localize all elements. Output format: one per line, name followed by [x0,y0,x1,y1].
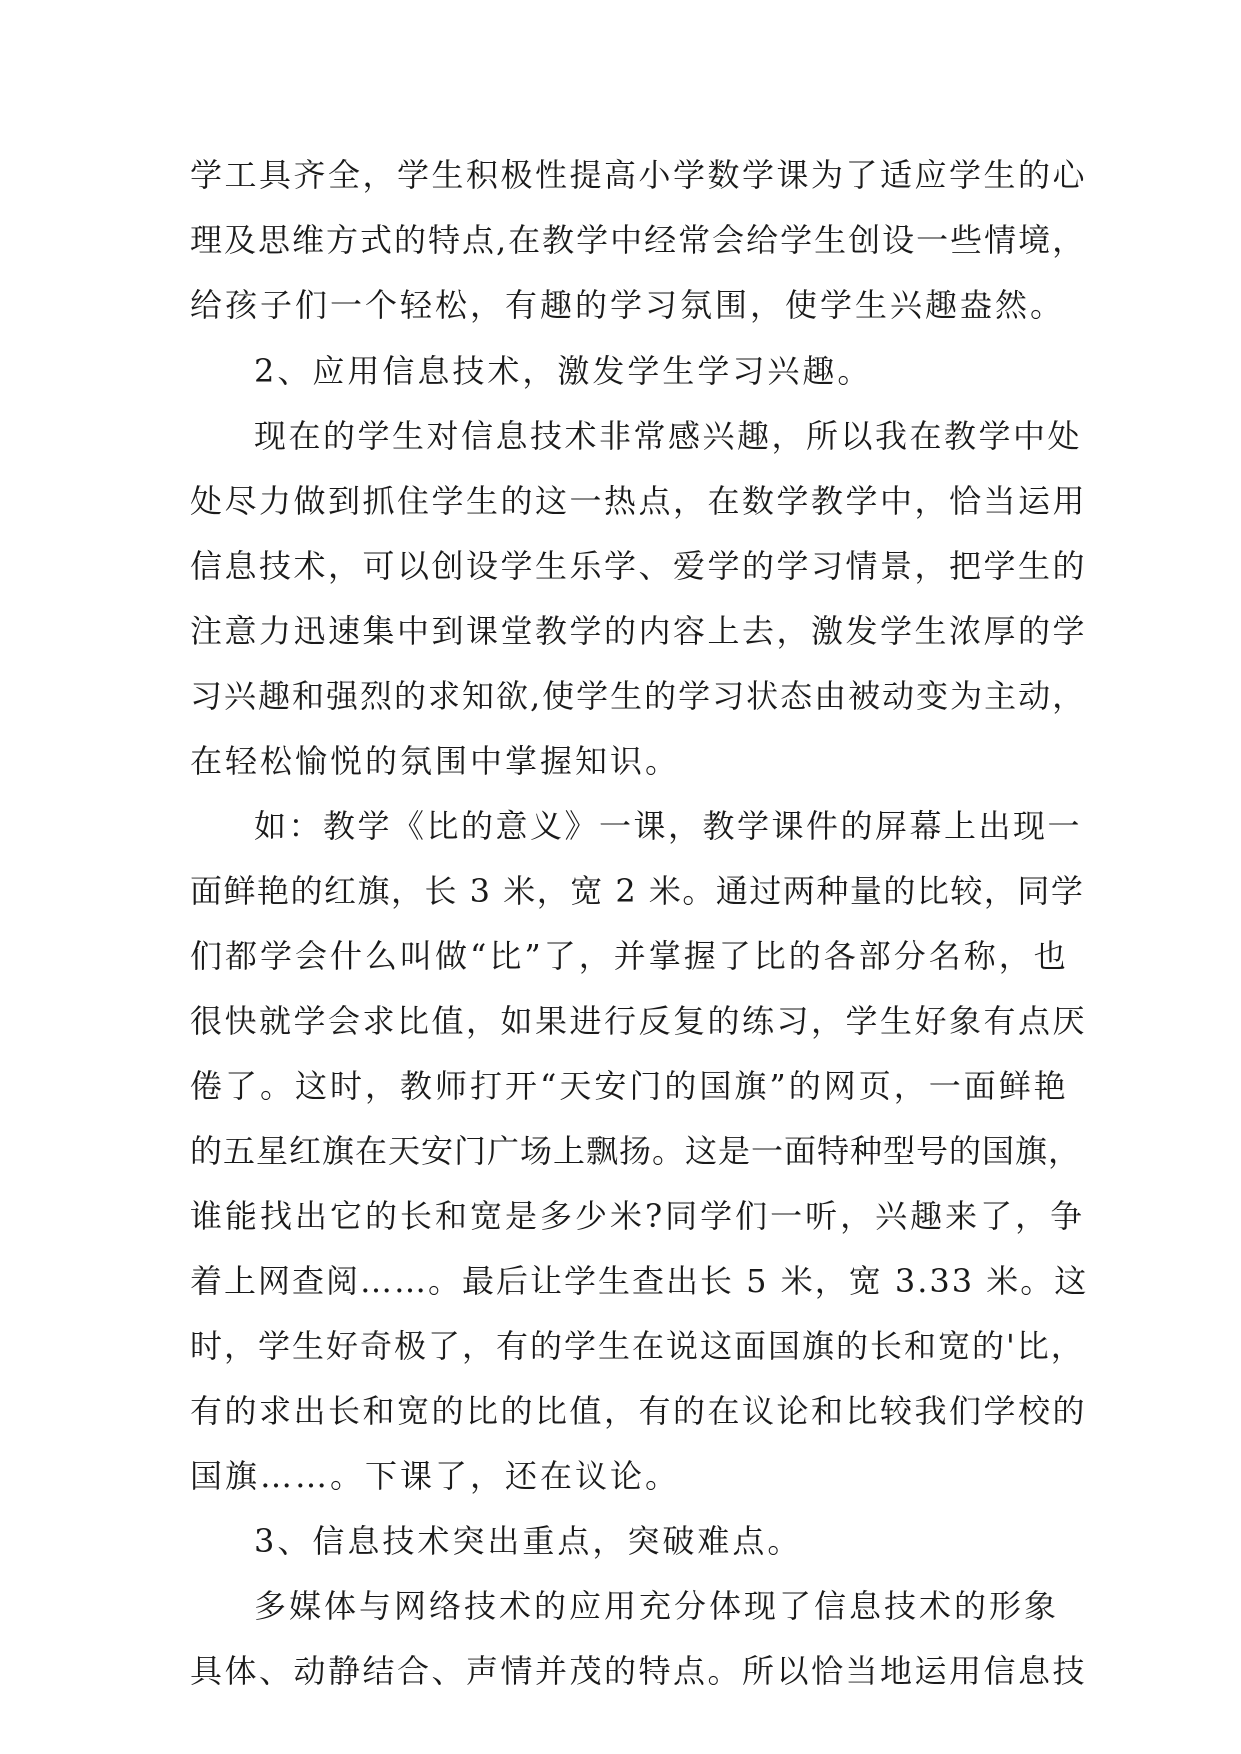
text-line: 国旗……。下课了，还在议论。 [190,1457,681,1495]
text-line: 在轻松愉悦的氛围中掌握知识。 [190,742,681,780]
text-line: 具体、动静结合、声情并茂的特点。所以恰当地运用信息技 [190,1652,1088,1690]
text-line: 学工具齐全，学生积极性提高小学数学课为了适应学生的心 [190,156,1088,194]
text-line: 着上网查阅……。最后让学生查出长 5 米，宽 3.33 米。这 [190,1262,1089,1300]
section-heading: 3、信息技术突出重点，突破难点。 [254,1522,803,1560]
text-line: 习兴趣和强烈的求知欲,使学生的学习状态由被动变为主动， [190,677,1087,715]
text-line: 有的求出长和宽的比的比值，有的在议论和比较我们学校的 [190,1392,1088,1430]
section-heading: 2、应用信息技术，激发学生学习兴趣。 [254,352,873,390]
text-line: 倦了。这时，教师打开“天安门的国旗”的网页，一面鲜艳 [190,1067,1069,1105]
text-line: 们都学会什么叫做“比”了，并掌握了比的各部分名称，也 [190,937,1069,975]
text-line: 谁能找出它的长和宽是多少米?同学们一听，兴趣来了，争 [190,1197,1086,1235]
text-line: 面鲜艳的红旗，长 3 米，宽 2 米。通过两种量的比较，同学 [190,872,1085,910]
text-line: 处尽力做到抓住学生的这一热点，在数学教学中，恰当运用 [190,482,1088,520]
text-line: 时，学生好奇极了，有的学生在说这面国旗的长和宽的'比， [190,1327,1085,1365]
text-line: 注意力迅速集中到课堂教学的内容上去，激发学生浓厚的学 [190,612,1088,650]
text-line: 的五星红旗在天安门广场上飘扬。这是一面特种型号的国旗， [190,1132,1082,1170]
text-line: 信息技术，可以创设学生乐学、爱学的学习情景，把学生的 [190,547,1088,585]
text-line: 如：教学《比的意义》一课，教学课件的屏幕上出现一 [254,807,1083,845]
text-line: 多媒体与网络技术的应用充分体现了信息技术的形象 [254,1587,1060,1625]
text-line: 理及思维方式的特点,在教学中经常会给学生创设一些情境， [190,221,1087,259]
text-line: 给孩子们一个轻松，有趣的学习氛围，使学生兴趣盎然。 [190,286,1066,324]
text-line: 现在的学生对信息技术非常感兴趣，所以我在教学中处 [254,417,1083,455]
text-line: 很快就学会求比值，如果进行反复的练习，学生好象有点厌 [190,1002,1088,1040]
